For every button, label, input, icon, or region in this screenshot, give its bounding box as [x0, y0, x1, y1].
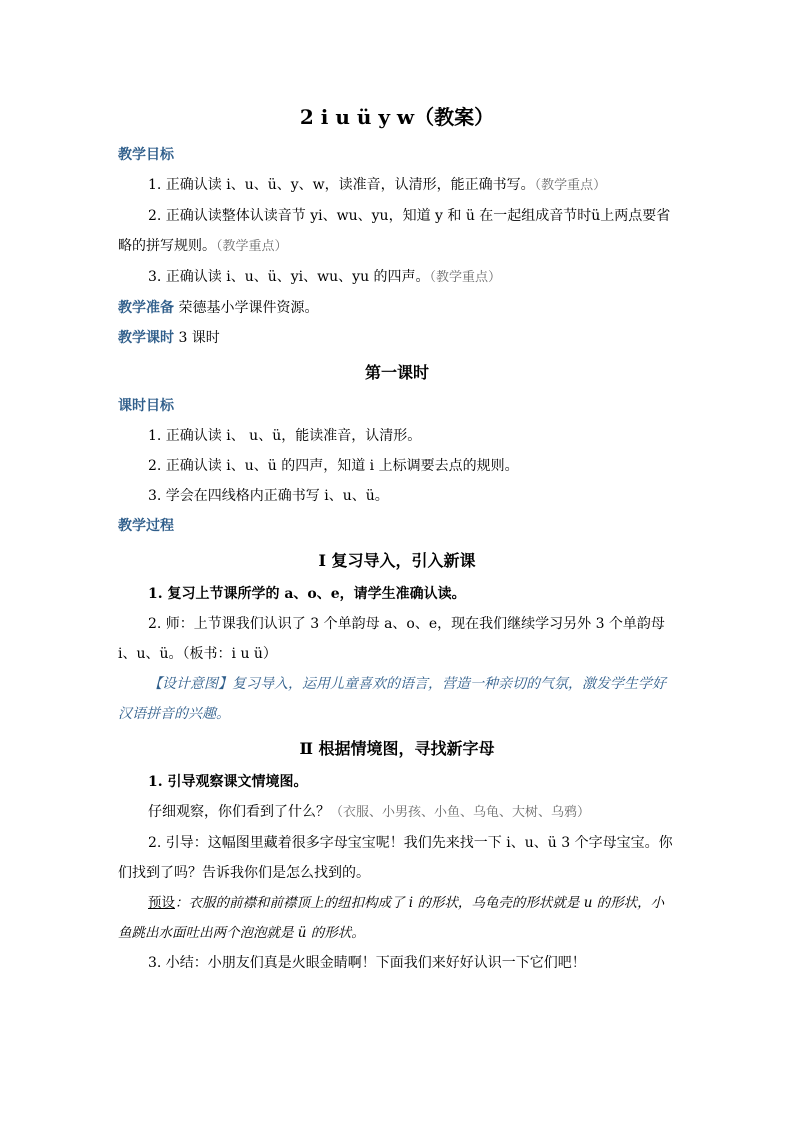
lesson-goals-label: 课时目标 [118, 398, 174, 414]
document-title: 2 i u ü y w（教案） [299, 105, 495, 129]
prep-line [118, 293, 676, 323]
preset-text: ：衣服的前襟和前襟顶上的纽扣构成了 i 的形状，乌龟壳的形状就是 u 的形状，小鱼跳出水面吐出两个泡泡就是 ü 的形状。 [118, 895, 665, 941]
preset-label: 预设 [148, 895, 175, 911]
goal-item [118, 170, 676, 201]
goal-note: （教学重点） [429, 270, 502, 285]
goal-text: 3. 正确认读 i、u、ü、yi、wu、yu 的四声。 [148, 269, 430, 285]
part2-item: 1. 引导观察课文情境图。 [148, 774, 308, 790]
lesson-heading: 第一课时 [364, 363, 429, 382]
goal-item [118, 201, 676, 262]
part1-item: 2. 师：上节课我们认识了 3 个单韵母 a、o、e，现在我们继续学习另外 3 个单韵母 i、u、ü。（板书：i u ü） [118, 616, 665, 662]
goals-label: 教学目标 [118, 147, 174, 163]
hours-text: 3 课时 [178, 330, 220, 346]
document-content [118, 102, 676, 978]
part2-item: 2. 引导：这幅图里藏着很多字母宝宝呢！我们先来找一下 i、u、ü 3 个字母宝宝。你们找到了吗？告诉我你们是怎么找到的。 [118, 835, 673, 881]
process-label: 教学过程 [118, 518, 174, 534]
goal-note: （教学重点） [534, 178, 607, 193]
part2-heading: Ⅱ 根据情境图，寻找新字母 [299, 739, 495, 758]
observe-text: 仔细观察，你们看到了什么？ [148, 804, 330, 820]
goal-text: 1. 正确认读 i、u、ü、y、w，读准音，认清形，能正确书写。 [148, 177, 535, 193]
goal-item [118, 262, 676, 293]
hours-line [118, 323, 676, 353]
design-intent: 【设计意图】复习导入，运用儿童喜欢的语言，营造一种亲切的气氛，激发学生学好汉语拼音的兴趣。 [118, 676, 666, 722]
prep-text: 荣德基小学课件资源。 [178, 300, 319, 316]
observe-line [118, 797, 676, 828]
lesson-goal-item: 2. 正确认读 i、u、ü 的四声，知道 i 上标调要去点的规则。 [148, 458, 519, 474]
goal-text: 2. 正确认读整体认读音节 yi、wu、yu，知道 y 和 ü 在一起组成音节时ü上两点要省略的拼写规则。 [118, 208, 671, 254]
preset-paragraph [118, 888, 676, 948]
part2-item: 3. 小结：小朋友们真是火眼金睛啊！下面我们来好好认识一下它们吧！ [148, 955, 586, 971]
observe-note: （衣服、小男孩、小鱼、乌龟、大树、乌鸦） [330, 805, 591, 820]
hours-label: 教学课时 [118, 330, 174, 346]
goal-note: （教学重点） [216, 239, 288, 254]
part1-item: 1. 复习上节课所学的 a、o、e，请学生准确认读。 [148, 586, 466, 602]
lesson-goal-item: 3. 学会在四线格内正确书写 i、u、ü。 [148, 488, 389, 504]
lesson-goal-item: 1. 正确认读 i、 u、ü，能读准音，认清形。 [148, 428, 422, 444]
prep-label: 教学准备 [118, 300, 174, 316]
part1-heading: Ⅰ 复习导入，引入新课 [318, 551, 476, 570]
